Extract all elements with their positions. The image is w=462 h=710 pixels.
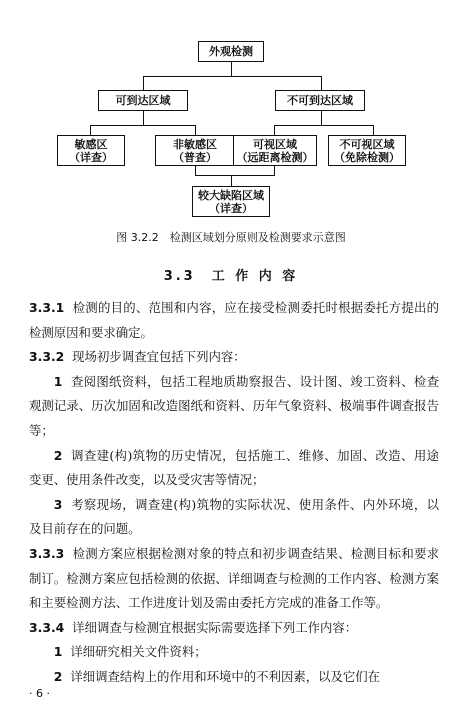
- item-number: 1: [53, 373, 63, 389]
- list-item: [29, 444, 439, 493]
- box-sublabel: （普查）: [173, 150, 217, 164]
- item-text: 调查建(构)筑物的历史情况，包括施工、维修、加固、改造、用途变更、使用条件改变，以及受灾害等情况；: [29, 447, 439, 488]
- clause-text: 现场初步调查宜包括下列内容：: [72, 349, 246, 365]
- connector: [143, 111, 144, 125]
- list-item: [29, 493, 439, 542]
- box-visible-area: [233, 135, 317, 166]
- box-sublabel: （远距离检测）: [236, 150, 314, 164]
- box-external-inspection: [198, 41, 264, 62]
- clause-3-3-4: [29, 616, 439, 641]
- box-label: 可视区域: [253, 137, 297, 151]
- clause-3-3-2: [29, 345, 439, 370]
- box-label: 敏感区: [74, 137, 108, 151]
- connector: [274, 125, 374, 126]
- clause-number: 3.3.4: [29, 619, 65, 635]
- box-unreachable-area: [275, 90, 365, 111]
- box-major-defect-area: [192, 186, 270, 217]
- box-sublabel: （详查）: [69, 150, 113, 164]
- connector: [274, 166, 275, 175]
- item-text: 详细研究相关文件资料；: [70, 644, 207, 660]
- box-label: 非敏感区: [173, 137, 217, 151]
- box-sublabel: （免除检测）: [334, 150, 400, 164]
- box-label: 可到达区域: [115, 94, 171, 107]
- section-title: 3.3 工 作 内 容: [163, 269, 299, 284]
- connector: [143, 76, 144, 90]
- connector: [90, 125, 196, 126]
- connector: [274, 125, 275, 135]
- connector: [321, 76, 322, 90]
- page-number: · 6 ·: [29, 687, 50, 700]
- body-text: [29, 296, 439, 690]
- list-item: [29, 640, 439, 665]
- clause-number: 3.3.3: [29, 545, 65, 561]
- connector: [231, 175, 232, 186]
- figure-caption: 图 3.2.2 检测区域划分原则及检测要求示意图: [116, 231, 346, 244]
- item-number: 2: [53, 447, 63, 463]
- box-label: 不可到达区域: [287, 94, 353, 107]
- box-label: 较大缺陷区域: [198, 188, 264, 202]
- box-label: 外观检测: [209, 45, 253, 58]
- item-text: 考察现场，调查建(构)筑物的实际状况、使用条件、内外环境，以及目前存在的问题。: [29, 496, 439, 537]
- box-reachable-area: [98, 90, 188, 111]
- connector: [90, 125, 91, 135]
- list-item: [29, 370, 439, 444]
- connector: [195, 166, 196, 175]
- connector: [195, 125, 196, 135]
- box-sensitive-area: [57, 135, 125, 166]
- clause-3-3-3: [29, 542, 439, 616]
- clause-text: 检测的目的、范围和内容，应在接受检测委托时根据委托方提出的检测原因和要求确定。: [29, 300, 439, 340]
- clause-number: 3.3.1: [29, 300, 65, 315]
- connector: [195, 175, 275, 176]
- item-text: 详细调查结构上的作用和环境中的不利因素，以及它们在: [70, 668, 381, 684]
- clause-text: 详细调查与检测宜根据实际需要选择下列工作内容：: [72, 619, 358, 635]
- clause-3-3-1: [29, 296, 439, 345]
- box-invisible-area: [328, 135, 406, 166]
- item-number: 1: [53, 644, 63, 660]
- connector: [321, 111, 322, 125]
- item-text: 查阅图纸资料，包括工程地质勘察报告、设计图、竣工资料、检查观测记录、历次加固和改造图纸和资料、历年气象资料、极端事件调查报告等；: [29, 373, 440, 438]
- clause-number: 3.3.2: [29, 349, 65, 365]
- list-item: [29, 665, 439, 690]
- box-nonsensitive-area: [155, 135, 235, 166]
- item-number: 2: [53, 668, 63, 684]
- box-label: 不可视区域: [339, 137, 395, 151]
- clause-text: 检测方案应根据检测对象的特点和初步调查结果、检测目标和要求制订。检测方案应包括检测的依据、详细调查与检测的工作内容、检测方案和主要检测方法、工作进度计划及需由委托方完成的准备工作等。: [29, 545, 439, 611]
- box-sublabel: （详查）: [209, 201, 253, 215]
- connector: [231, 62, 232, 76]
- connector: [143, 76, 322, 77]
- item-number: 3: [53, 496, 63, 512]
- connector: [373, 125, 374, 135]
